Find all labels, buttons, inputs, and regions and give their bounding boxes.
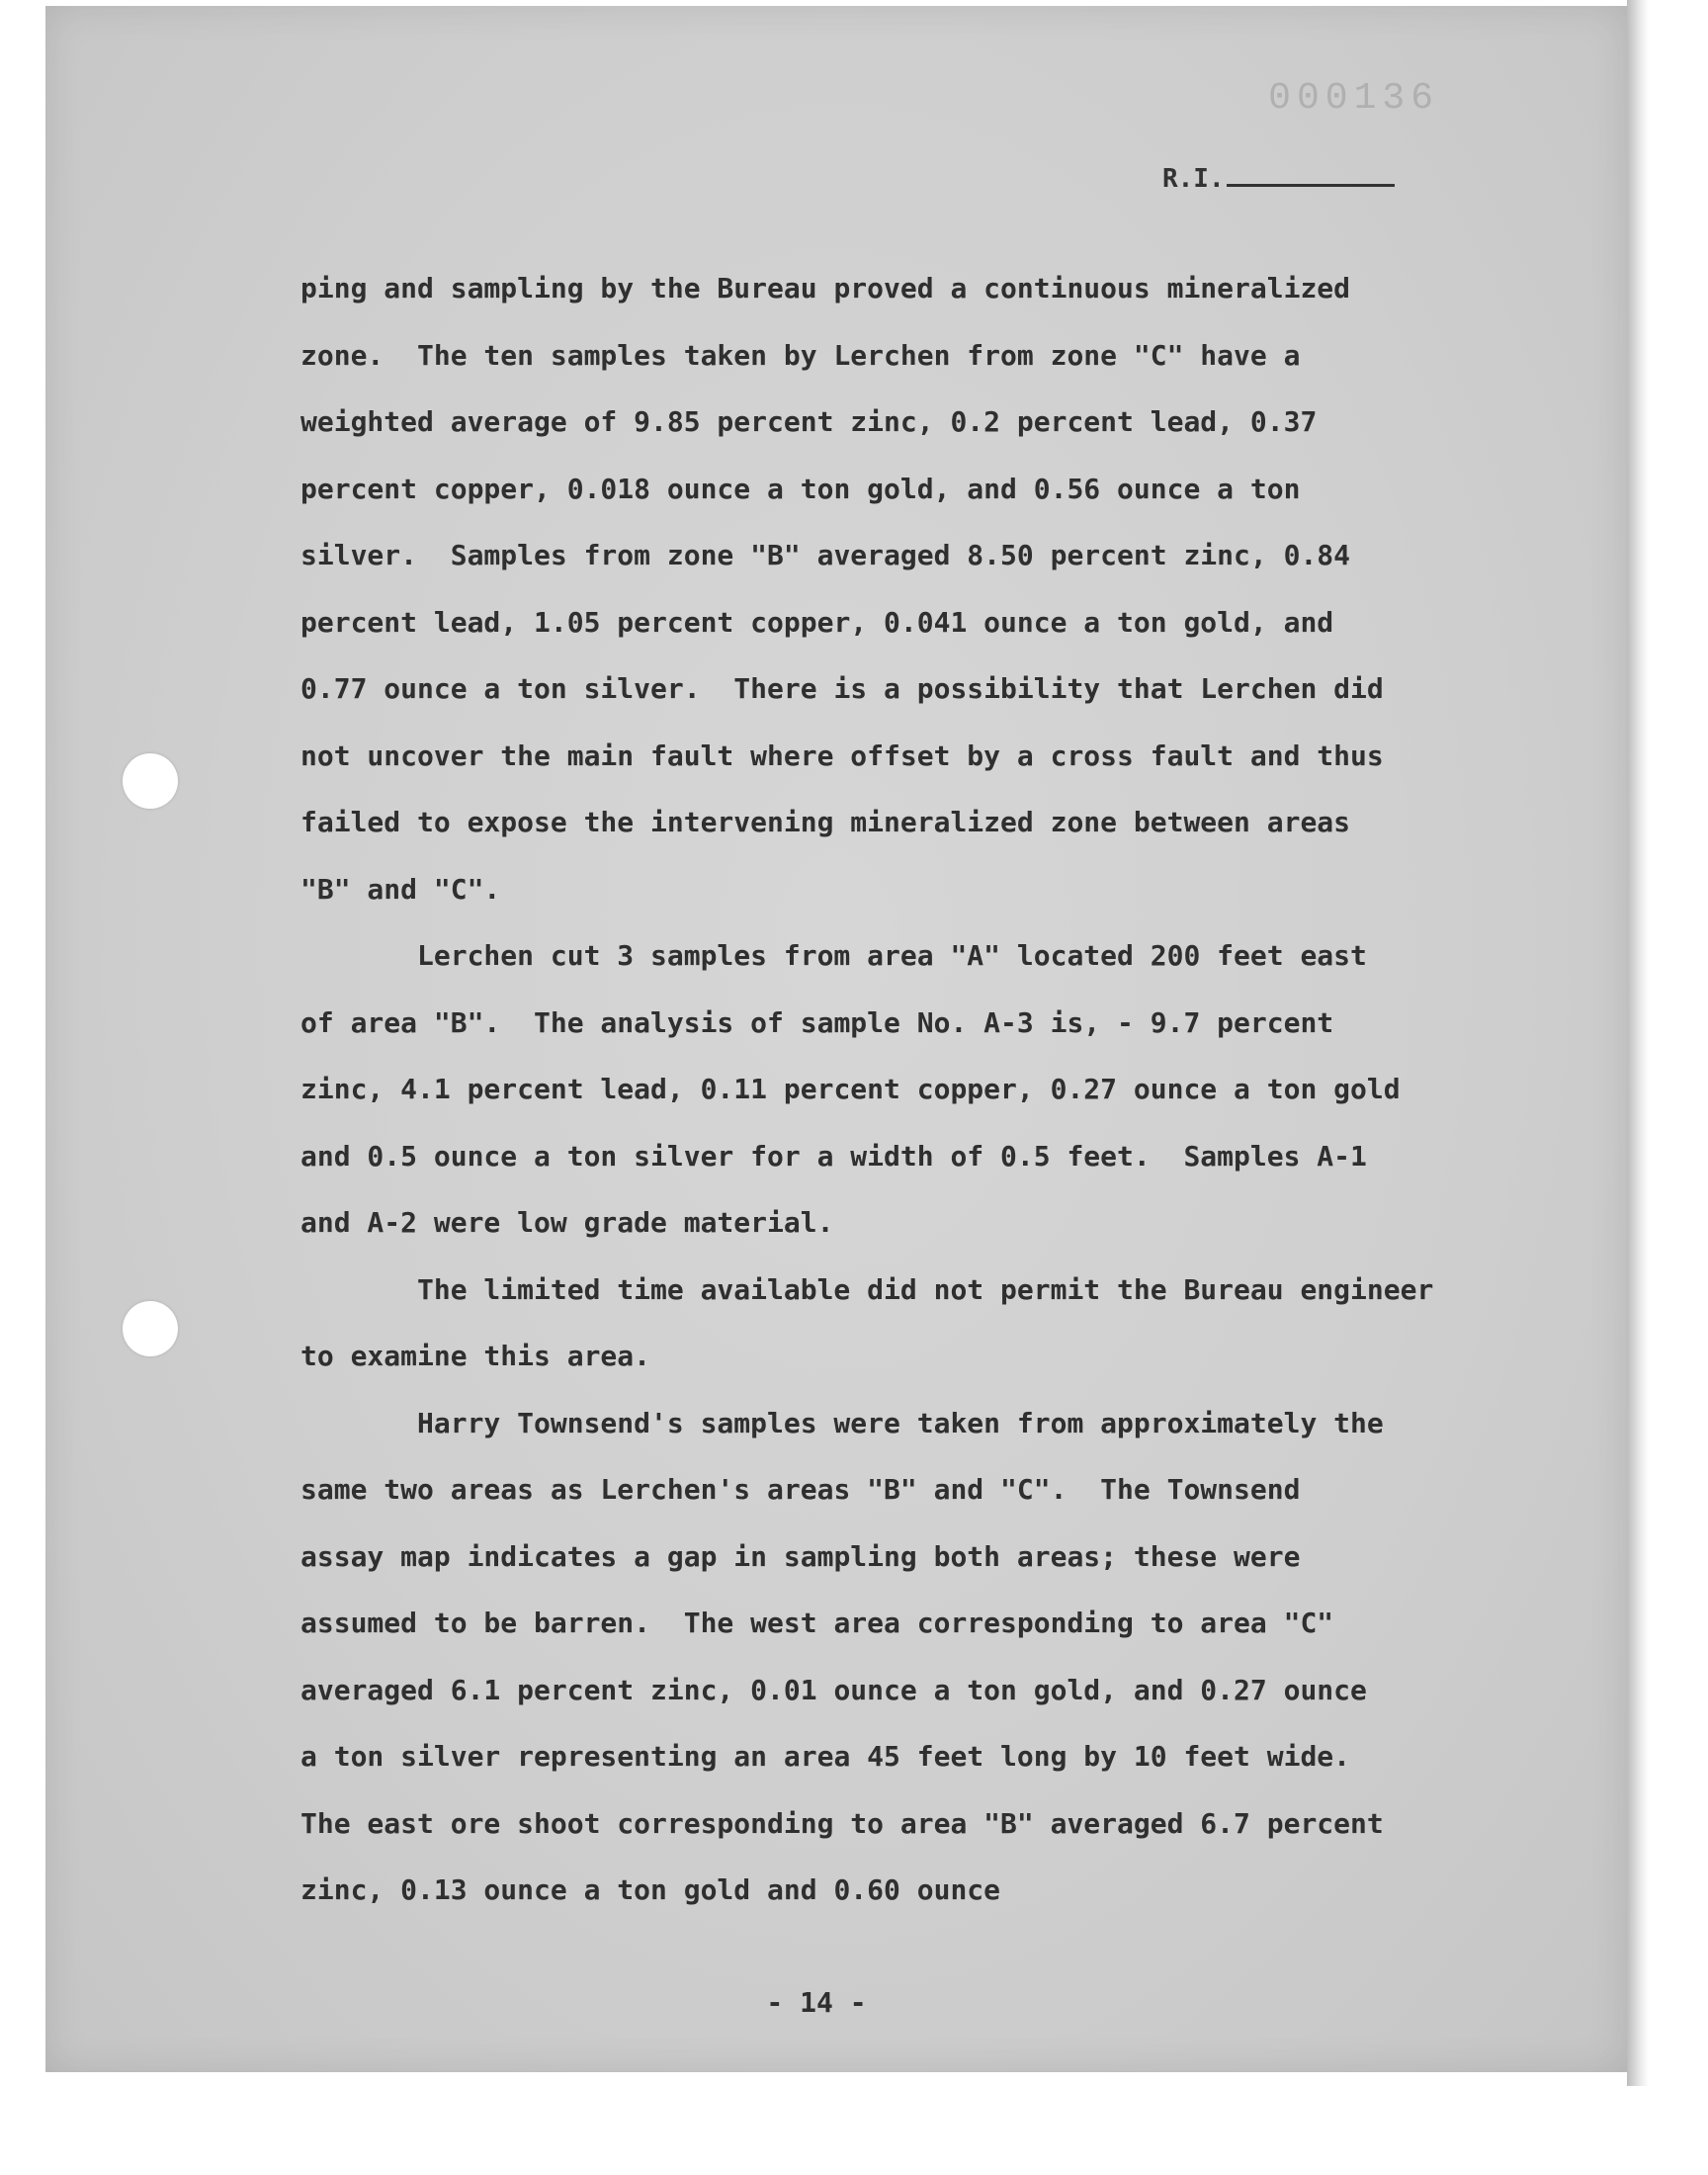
- paragraph-start-line: Lerchen cut 3 samples from area "A" located 200 feet east: [417, 939, 1367, 972]
- page-stamp: 000136: [1268, 77, 1439, 120]
- report-id-field: [1162, 164, 1395, 194]
- text-line: 0.77 ounce a ton silver. There is a possibility that Lerchen did: [300, 672, 1384, 705]
- page-number: - 14 -: [766, 1986, 867, 2019]
- text-line: a ton silver representing an area 45 feet long by 10 feet wide.: [300, 1740, 1351, 1773]
- text-line: The east ore shoot corresponding to area "B" averaged 6.7 percent: [300, 1806, 1384, 1840]
- text-line: assumed to be barren. The west area corresponding to area "C": [300, 1607, 1334, 1639]
- text-line: zone. The ten samples taken by Lerchen from zone "C" have a: [300, 338, 1301, 372]
- text-line: zinc, 4.1 percent lead, 0.11 percent copper, 0.27 ounce a ton gold: [300, 1073, 1401, 1105]
- text-line: weighted average of 9.85 percent zinc, 0.2 percent lead, 0.37: [300, 405, 1318, 438]
- text-line: not uncover the main fault where offset by a cross fault and thus: [300, 739, 1384, 772]
- document-page: [45, 6, 1627, 2072]
- text-line: ping and sampling by the Bureau proved a continuous mineralized: [300, 272, 1351, 304]
- text-line: percent copper, 0.018 ounce a ton gold, and 0.56 ounce a ton: [300, 472, 1301, 505]
- text-line: zinc, 0.13 ounce a ton gold and 0.60 ounce: [300, 1873, 1001, 1906]
- text-line: averaged 6.1 percent zinc, 0.01 ounce a ton gold, and 0.27 ounce: [300, 1673, 1367, 1706]
- report-id-label: R.I.: [1162, 164, 1225, 194]
- text-line: same two areas as Lerchen's areas "B" and "C". The Townsend: [300, 1473, 1301, 1506]
- text-line: to examine this area.: [300, 1340, 651, 1372]
- text-line: "B" and "C".: [300, 872, 501, 906]
- text-line: failed to expose the intervening mineralized zone between areas: [300, 806, 1351, 838]
- text-line: of area "B". The analysis of sample No. A-3 is, - 9.7 percent: [300, 1005, 1334, 1039]
- text-line: percent lead, 1.05 percent copper, 0.041 ounce a ton gold, and: [300, 605, 1334, 639]
- punch-hole-bottom: [123, 1301, 178, 1356]
- paragraph-start-line: The limited time available did not permit the Bureau engineer: [417, 1272, 1434, 1306]
- text-line: assay map indicates a gap in sampling both areas; these were: [300, 1539, 1301, 1573]
- punch-hole-top: [123, 753, 178, 809]
- paragraph-start-line: Harry Townsend's samples were taken from approximately the: [417, 1406, 1384, 1439]
- text-line: silver. Samples from zone "B" averaged 8.50 percent zinc, 0.84: [300, 539, 1351, 571]
- text-line: and 0.5 ounce a ton silver for a width of 0.5 feet. Samples A-1: [300, 1139, 1367, 1173]
- page-edge-shadow: [1627, 0, 1649, 2086]
- body-text: [300, 255, 1487, 1924]
- report-id-blank-line: [1227, 180, 1395, 187]
- text-line: and A-2 were low grade material.: [300, 1206, 834, 1239]
